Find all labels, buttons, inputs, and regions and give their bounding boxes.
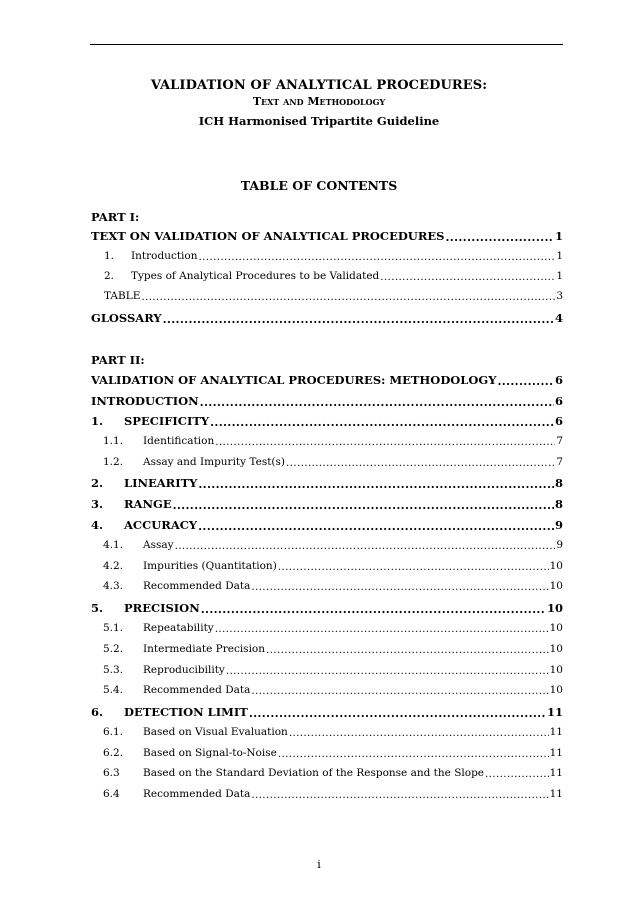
dot-leader	[485, 768, 549, 781]
toc-heading: TABLE OF CONTENTS	[240, 178, 398, 193]
toc-entry-label: VALIDATION OF ANALYTICAL PROCEDURES: METHODOLOGY	[91, 373, 497, 387]
dot-leader	[215, 623, 549, 636]
toc-entry-label: GLOSSARY	[91, 311, 162, 325]
toc-entry-page: 1	[556, 250, 563, 262]
dot-leader	[215, 436, 555, 449]
toc-entry-number: 5.	[91, 601, 104, 615]
toc-entry-number: 4.1.	[103, 539, 124, 551]
toc-entry-label: Reproducibility	[143, 664, 225, 676]
toc-entry-number: 1.1.	[103, 435, 124, 447]
header-rule	[90, 44, 563, 45]
toc-entry[interactable]	[91, 394, 563, 410]
toc-entry-label: SPECIFICITY	[124, 414, 210, 428]
toc-entry-page: 6	[554, 394, 563, 408]
toc-entry-number: 6.	[91, 705, 104, 719]
toc-entry-label: TEXT ON VALIDATION OF ANALYTICAL PROCEDURES	[91, 229, 445, 243]
toc-entry-page: 10	[549, 580, 563, 592]
document-subtitle: Text and Methodology	[252, 95, 386, 108]
guideline-name: ICH Harmonised Tripartite Guideline	[198, 114, 440, 128]
toc-entry-number: 3.	[91, 497, 104, 511]
dot-leader	[226, 665, 549, 678]
dot-leader	[163, 312, 554, 325]
toc-entry-page: 10	[549, 664, 563, 676]
toc-entry-page: 10	[549, 643, 563, 655]
dot-leader	[198, 519, 554, 532]
toc-entry[interactable]	[91, 270, 563, 286]
toc-entry-label: ACCURACY	[124, 518, 198, 532]
toc-entry[interactable]	[91, 290, 563, 306]
toc-entry-page: 10	[549, 622, 563, 634]
toc-entry[interactable]	[91, 684, 563, 700]
dot-leader	[201, 602, 546, 615]
toc-entry[interactable]	[91, 560, 563, 576]
toc-entry-number: 4.	[91, 518, 104, 532]
dot-leader	[249, 706, 546, 719]
dot-leader	[278, 561, 549, 574]
toc-entry-label: LINEARITY	[124, 476, 198, 490]
toc-entry-page: 9	[554, 518, 563, 532]
toc-entry[interactable]	[91, 705, 563, 721]
toc-entry-number: 6.4	[103, 788, 120, 800]
toc-entry-number: 5.1.	[103, 622, 124, 634]
toc-entry-label: PRECISION	[124, 601, 200, 615]
toc-entry[interactable]	[91, 788, 563, 804]
toc-entry-label: Based on the Standard Deviation of the Response and the Slope	[143, 767, 485, 779]
toc-entry-page: 4	[554, 311, 563, 325]
toc-entry[interactable]	[91, 497, 563, 513]
toc-entry-label: Impurities (Quantitation)	[143, 560, 277, 572]
toc-entry[interactable]	[91, 476, 563, 492]
toc-entry-label: Repeatability	[143, 622, 214, 634]
toc-entry[interactable]	[91, 747, 563, 763]
toc-entry-number: 5.3.	[103, 664, 124, 676]
toc-entry-number: 2.	[91, 476, 104, 490]
toc-entry-label: RANGE	[124, 497, 172, 511]
toc-entry-label: Based on Signal-to-Noise	[143, 747, 277, 759]
toc-entry-page: 9	[556, 539, 563, 551]
dot-leader	[141, 291, 555, 304]
toc-entry-label: Introduction	[131, 250, 198, 262]
dot-leader	[175, 540, 556, 553]
toc-entry-page: 11	[549, 788, 563, 800]
toc-entry-label: Types of Analytical Procedures to be Validated	[131, 270, 380, 282]
dot-leader	[173, 498, 554, 511]
toc-entry[interactable]	[91, 229, 563, 245]
dot-leader	[380, 271, 555, 284]
toc-entry[interactable]	[91, 601, 563, 617]
toc-entry-label: INTRODUCTION	[91, 394, 199, 408]
dot-leader	[497, 374, 554, 387]
toc-entry-page: 7	[556, 435, 563, 447]
toc-entry[interactable]	[91, 373, 563, 389]
dot-leader	[266, 644, 549, 657]
toc-entry[interactable]	[91, 311, 563, 327]
toc-entry-page: 6	[554, 373, 563, 387]
toc-entry-label: Recommended Data	[143, 788, 251, 800]
part2-label: PART II:	[91, 353, 145, 367]
toc-entry-page: 7	[556, 456, 563, 468]
toc-entry[interactable]	[91, 414, 563, 430]
toc-entry-number: 1.	[104, 250, 115, 262]
toc-entry-page: 8	[554, 476, 563, 490]
dot-leader	[200, 395, 554, 408]
dot-leader	[278, 748, 549, 761]
toc-entry-page: 8	[554, 497, 563, 511]
toc-entry-page: 11	[546, 705, 563, 719]
dot-leader	[210, 415, 554, 428]
toc-entry-page: 10	[549, 684, 563, 696]
toc-entry-page: 1	[554, 229, 563, 243]
toc-entry[interactable]	[91, 664, 563, 680]
toc-entry-page: 11	[549, 747, 563, 759]
toc-entry-number: 4.3.	[103, 580, 124, 592]
toc-entry[interactable]	[91, 643, 563, 659]
toc-entry[interactable]	[91, 456, 563, 472]
toc-entry-number: 1.	[91, 414, 104, 428]
toc-entry-label: Based on Visual Evaluation	[143, 726, 288, 738]
dot-leader	[445, 230, 554, 243]
toc-entry[interactable]	[91, 250, 563, 266]
part1-label: PART I:	[91, 210, 140, 224]
toc-entry[interactable]	[91, 518, 563, 534]
toc-entry-label: Intermediate Precision	[143, 643, 266, 655]
toc-entry[interactable]	[91, 767, 563, 783]
dot-leader	[251, 581, 548, 594]
toc-entry-page: 10	[546, 601, 563, 615]
toc-entry-page: 6	[554, 414, 563, 428]
toc-entry-number: 6.2.	[103, 747, 124, 759]
page-number: i	[317, 858, 321, 871]
dot-leader	[286, 457, 555, 470]
toc-entry-page: 3	[556, 290, 563, 302]
toc-entry[interactable]	[91, 539, 563, 555]
toc-entry-number: 1.2.	[103, 456, 124, 468]
toc-entry-page: 11	[549, 767, 563, 779]
toc-entry-number: 4.2.	[103, 560, 124, 572]
toc-entry[interactable]	[91, 435, 563, 451]
toc-entry-page: 1	[556, 270, 563, 282]
toc-entry-number: 2.	[104, 270, 115, 282]
toc-entry-page: 11	[549, 726, 563, 738]
toc-entry-label: DETECTION LIMIT	[124, 705, 248, 719]
document-title: VALIDATION OF ANALYTICAL PROCEDURES:	[150, 78, 488, 93]
toc-entry-label: Identification	[143, 435, 215, 447]
toc-entry-number: 5.2.	[103, 643, 124, 655]
toc-entry-number: 6.3	[103, 767, 120, 779]
toc-entry-label: Recommended Data	[143, 580, 251, 592]
dot-leader	[251, 789, 548, 802]
dot-leader	[199, 251, 556, 264]
dot-leader	[198, 477, 554, 490]
toc-entry[interactable]	[91, 726, 563, 742]
toc-entry[interactable]	[91, 622, 563, 638]
toc-entry-label: TABLE	[104, 290, 141, 302]
toc-entry-number: 5.4.	[103, 684, 124, 696]
toc-entry-label: Assay	[143, 539, 174, 551]
dot-leader	[289, 727, 549, 740]
dot-leader	[251, 685, 548, 698]
toc-entry-number: 6.1.	[103, 726, 124, 738]
toc-entry[interactable]	[91, 580, 563, 596]
toc-entry-label: Recommended Data	[143, 684, 251, 696]
toc-entry-page: 10	[549, 560, 563, 572]
toc-entry-label: Assay and Impurity Test(s)	[143, 456, 286, 468]
